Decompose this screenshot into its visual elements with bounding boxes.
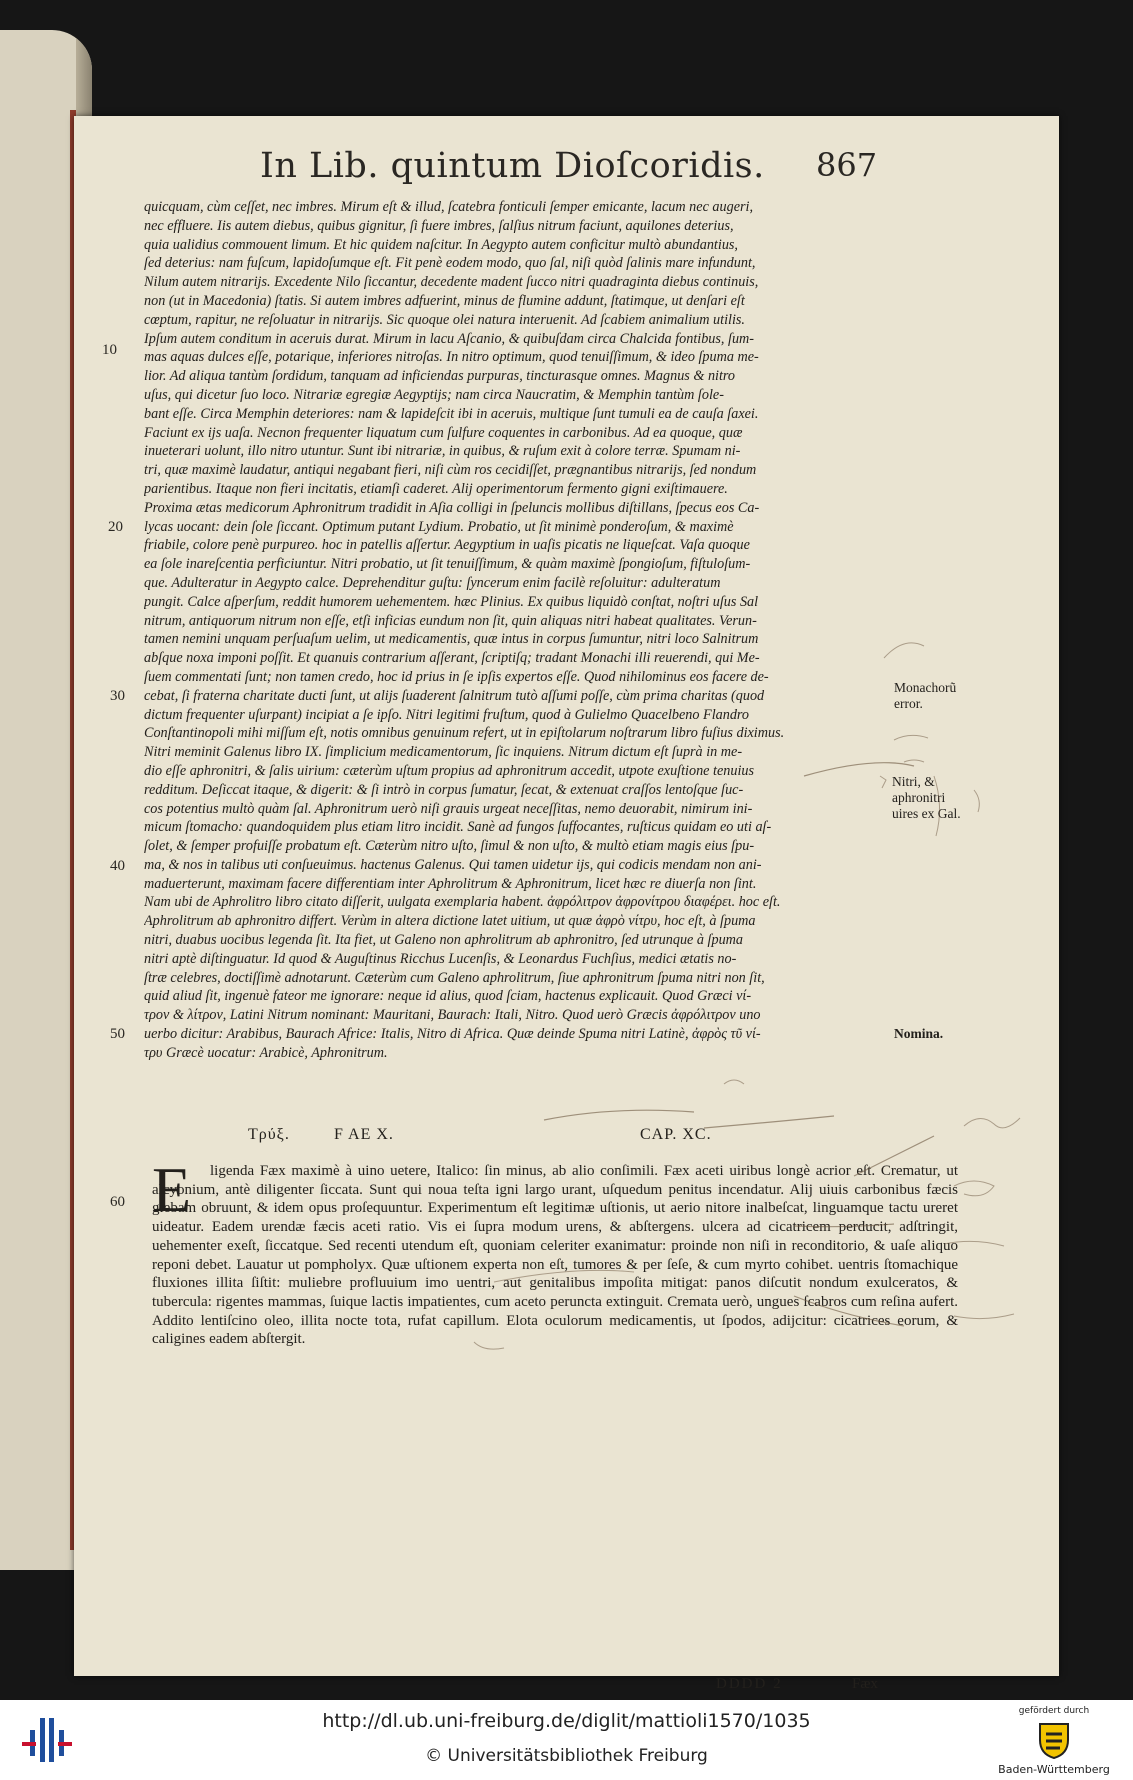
folio-number: 867 [816,146,878,184]
line-number-40: 40 [110,858,125,874]
commentary-line: cebat, ſi fraterna charitate ducti ſunt, ut alijs ſuaderent ſalnitrum tutò aſſumi poſſe, cùm prima charitas (quod [144,687,765,704]
commentary-line: dio eſſe aphronitri, & ſalis uirium: cæterùm uſtum propius ad aphronitrum accedit, utpote exuſtione tenuius [144,762,755,779]
commentary-line: que. Adulteratur in Aegypto calce. Deprehenditur guſtu: ſyncerum enim facilè reſoluitur: adulteratum [144,574,721,591]
signature-mark: DDDD 2 [716,1676,783,1692]
chapter-title: F AE X. [334,1126,394,1143]
commentary-line: bant eſſe. Circa Memphin deteriores: nam & lapideſcit ibi in aceruis, multique ſunt tumuli ea de cauſa ſaxei. [144,405,759,422]
sponsor-caption: gefördert durch [1018,1706,1090,1716]
line-number-30: 30 [110,688,125,704]
page-url-link[interactable]: http://dl.ub.uni-freiburg.de/diglit/mattioli1570/1035 [322,1710,811,1732]
commentary-line: cœptum, rapitur, ne reſoluatur in nitrarijs. Sic quoque olei natura interuenit. Ad ſcabiem animalium utilis. [144,311,745,328]
commentary-line: parientibus. Itaque non fieri incitatis, etiamſi caderet. Alij operimentorum fermento gigni exiſtimauere. [144,480,728,497]
commentary-line: non (ut in Macedonia) ſtatis. Si autem imbres adfuerint, minus de flumine addunt, ſtatimque, ut denſari eſt [144,292,745,309]
sponsor-name: Baden-Württemberg [998,1763,1110,1776]
commentary-line: inueterari uolunt, illo nitro utuntur. Sunt ibi nitrariæ, in quibus, & ruſum exit à colore terræ. Spumam ni- [144,443,741,460]
commentary-line: abſque noxa imponi poſſit. Et quanuis contrarium aſſerant, ſcriptiſq; tradant Monachi illi reuerendi, qui Me- [144,650,760,667]
commentary-line: Nitri meminit Galenus libro IX. ſimplicium medicamentorum, ſic inquiens. Nitrum dictum eſt ſuprà in me- [144,744,743,761]
commentary-line: redditum. Deſiccat itaque, & digerit: & ſi intrò in corpus ſumatur, ſecat, & extenuat craſſos lentoſque ſuc- [144,781,744,798]
commentary-line: ea ſole inareſcentia perficiuntur. Nitri probatio, ut ſit tenuiſſimum, & quàm maximè ſpongioſum, fiſtuloſum- [144,556,751,573]
commentary-line: Aphrolitrum ab aphronitro differt. Verùm in altera dictione latet uitium, ut quæ ἀφρὸ νίτρυ, hoc eſt, à ſpuma [144,913,756,930]
commentary-line: ſed deterius: nam fuſcum, lapidoſumque eſt. Fit penè eodem modo, quo ſal, niſi quòd ſalinis mare infundunt, [144,255,756,272]
chapter-number: CAP. XC. [640,1126,712,1143]
commentary-line: lior. Ad aliqua tantùm ſordidum, tanquam ad inficiendas purpuras, tincturasque omnes. Magnus & nitro [144,368,736,385]
commentary-line: nec effluere. Iis autem diebus, quibus gignitur, ſi fuere imbres, ſalſius nitrum faciunt, aquilones deterius, [144,217,734,234]
commentary-line: Nam ubi de Aphrolitro libro citato diſſerit, uulgata exemplaria habent. ἀφρόλιτρον ἀφρονίτρου διαφέρει. hoc eſt. [144,894,781,911]
line-number-20: 20 [108,519,123,535]
commentary-line: Faciunt ex ijs uaſa. Necnon frequenter liquatum cum ſulfure coquentes in carbonibus. Ad ea quoque, quæ [144,424,743,441]
chapter-text [152,1154,958,1349]
commentary-line: uſus, qui dicetur ſuo loco. Nitrariæ egregiæ Aegyptijs; nam circa Naucratim, & Memphin tantùm ſole- [144,386,724,403]
commentary-line: uerbo dicitur: Arabibus, Baurach Africe: Italis, Nitro di Africa. Quæ deinde Spuma nitri Latinè, ἀφρὸς τῦ νί- [144,1026,761,1043]
commentary-line: nitri aptè diſtinguatur. Id quod & Auguſtinus Ricchus Lucenſis, & Leonardus Fuchſius, medici ætatis no- [144,950,737,967]
commentary-line: Conſtantinopoli mihi miſſum eſt, notis omnibus genuinum refert, ut in epiſtolarum noſtrarum libro fuſius diximus. [144,725,785,742]
chapter-greek: Τρύξ. [248,1126,290,1143]
commentary-line: friabile, colore penè purpureo. hoc in patellis aſſertur. Aegyptium in uaſis picatis ne liqueſcat. Vaſa quoque [144,537,750,554]
chapter-paragraph: ligenda Fæx maximè à uino uetere, Italico: ſin minus, ab alio conſimili. Fæx aceti uiribus longè acrior eſt. Crematur, ut alcyonium, antè diligenter ſiccata. Sunt qui noua teſta igni largo urant, uſquedum penitus incendatur. Alij uiuis carbonibus fæcis glebam obruunt, & idem opus proſequuntur. Experimentum eſt legitimæ uſtionis, ut aerio nitore inalbeſcat, linguamque tactu ureret uideatur. Eadem urendæ fæcis aceti ratio. Vis ei ſupra modum urens, & abſtergens. ulcera ad cicatricem perducit, adſtringit, uehementer exeſt, ſiccatque. Sed recenti utendum eſt, quoniam celeriter exanimatur: proinde non niſi in reconditorio, & uaſe aliquo reponi debet. Lauatur ut pompholyx. Quæ uſtionem experta non eſt, tumores & per ſeſe, & cum myrto cohibet. uentris ſtomachique fluxiones illita ſiſtit: muliebre profluuium imo uentri, aut genitalibus impoſita mitigat: panos diſcutit nondum exulceratos, & tubercula: rigentes mammas, ſuique lactis impatientes, cum aceto perunctа extinguit. Cremata uerò, ungues ſcabros cum reſina aufert. Addito lentiſcino oleo, illita nocte tota, rufat capillum. Elota oculorum medicamentis, ut ſpodos, adijcitur: cicatrices eorum, & caligines eadem abſtergit. [152,1163,958,1348]
running-head: In Lib. quintum Dioſcoridis. [260,146,765,186]
commentary-line: tri, quæ maximè laudatur, antiqui negabant fieri, niſi cùm ros cecidiſſet, prægnantibus nitrarijs, ſed nondum [144,462,757,479]
commentary-line: ma, & nos in talibus uti conſueuimus. hactenus Galenus. Qui tamen uidetur ijs, qui codicis mendam non ani- [144,856,762,873]
margin-note-monachorum: Monachorũ error. [894,680,957,711]
commentary-line: tamen nemini unquam perſuaſum uelim, ut medicamentis, quæ intus in corpus ſumuntur, nitri loco Salnitrum [144,631,759,648]
commentary-line: τρον & λίτρον, Latini Nitrum nominant: Mauritani, Baurach: Itali, Nitro. Quod uerò Græcis ἀφρόλιτρον uno [144,1007,761,1024]
commentary-line: quicquam, cùm ceſſet, nec imbres. Mirum eſt & illud, ſcatebra fonticuli ſemper emicante, lacum nec augeri, [144,199,753,215]
commentary-line: mas aquas dulces eſſe, potarique, inferiores nitroſas. In nitro optimum, quod tenuiſſimum, & ideo ſpuma me- [144,349,759,366]
commentary-line: τρυ Græcè uocatur: Arabicè, Aphronitrum. [144,1044,388,1061]
line-number-10: 10 [102,342,117,358]
commentary-line: lycas uocant: dein ſole ſiccant. Optimum putant Lydium. Probatio, ut ſit minimè ponderoſum, & maximè [144,518,734,535]
commentary-line: dictum frequenter uſurpant) incipiat a ſe ipſo. Nitri legitimi fruſtum, quod à Gulielmo Quacelbeno Flandro [144,706,750,723]
drop-initial: E [152,1154,192,1225]
commentary-line: ſuem commentati ſunt; non tamen credo, hoc id prius in ſe ipſis expertos eſſe. Quod nihilominus eos facere de- [144,668,769,685]
catchword: Fæx [852,1676,878,1692]
commentary-line: cos potentius multò quàm ſal. Aphronitrum uerò niſi grauis urgeat neceſſitas, nemo deuorabit, nimirum ini- [144,800,753,817]
commentary-line: micum ſtomacho: quandoquidem plus etiam litro incidit. Sanè ad fungos ſuffocantes, ruſticus quidam eo uti aſ- [144,819,772,836]
commentary-line: pungit. Calce aſperſum, reddit humorem uehementem. hæc Plinius. Ex quibus liquidò conſtat, noſtri uſus Sal [144,593,759,610]
line-number-50: 50 [110,1026,125,1042]
commentary-line: quia ualidius commouent limum. Et hic quidem naſcitur. In Aegypto autem conficitur multò abundantius, [144,236,738,253]
commentary-line: nitri, duabus uocibus legenda ſit. Ita fiet, ut Galeno non aphrolitrum ab aphronitro, ſed utrunque à ſpuma [144,932,744,949]
commentary-line: Proxima ætas medicorum Aphronitrum tradidit in Aſia colligi in ſpeluncis mollibus diſtillans, ſpecus eos Ca- [144,499,760,516]
commentary-line: maduerterunt, maximam facere differentiam inter Aphrolitrum & Aphronitrum, licet hæc re diuerſa non ſint. [144,875,757,892]
book-page [74,116,1059,1692]
commentary-line: nitrum, antiquorum nitrum non eſſe, etſi inficias eundum non ſit, quin aliquas nitri habeat qualitates. Verun- [144,612,757,629]
line-number-60: 60 [110,1194,125,1210]
margin-note-nomina: Nomina. [894,1026,944,1041]
commentary-line: ſtræ celebres, doctiſſimè adnotarunt. Cæterùm cum Galeno aphrolitrum, ſiue aphronitrum ſpuma nitri non ſit, [144,969,765,986]
commentary-text [144,198,958,1063]
commentary-line: quid aliud ſit, ingenuè fateor me ignorare: neque id alius, quod ſciam, hactenus explicauit. Quod Græci νί- [144,988,752,1005]
commentary-line: Ipſum autem conditum in aceruis durat. Mirum in lacu Aſcanio, & quibuſdam circa Chalcida fontibus, ſum- [144,330,755,347]
sponsor-block [989,1706,1119,1776]
library-footer [0,1700,1133,1780]
state-crest-icon [1036,1720,1072,1760]
margin-note-nitri: Nitri, & aphronitri uires ex Gal. [892,774,961,821]
commentary-line: Nilum autem nitrarijs. Excedente Nilo ſiccantur, decedente madent ſucco nitri quadraginta diebus continuis, [144,274,759,291]
copyright: © Universitätsbibliothek Freiburg [425,1746,708,1766]
commentary-line: ſolet, & ſemper profuiſſe probatum eſt. Cæterùm nitro uſto, ſimul & non uſto, & multò etiam magis eius ſpu- [144,838,755,855]
